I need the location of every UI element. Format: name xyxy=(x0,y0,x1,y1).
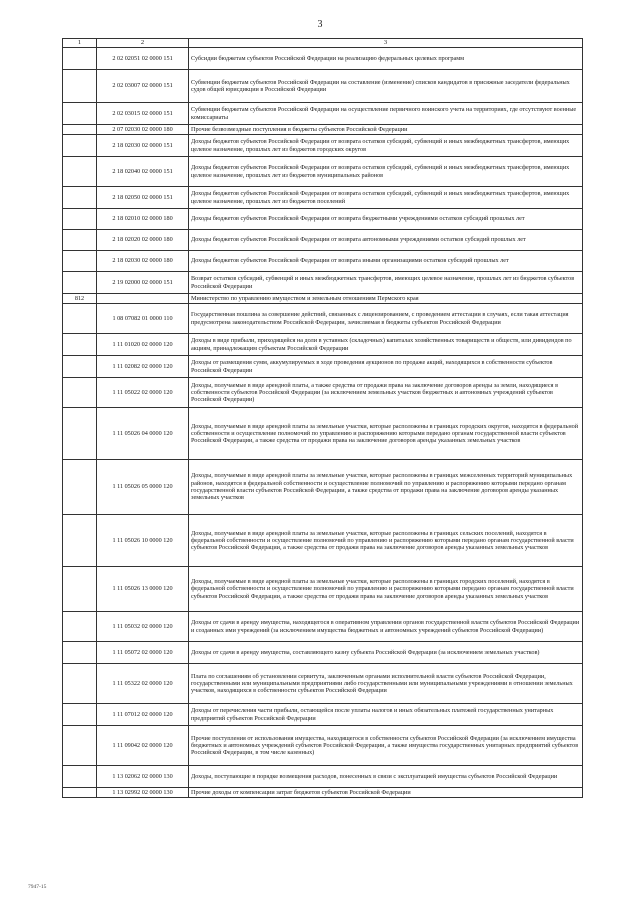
description-cell: Доходы, получаемые в виде арендной платы за земельные участки, которые расположены в границах городских округов, находятся в федеральной собственности и осуществление полномочий по управлению и распоряжению которыми передано органам государственной власти субъектов Российской Федерации, а также средства от продажи права на заключение договоров аренды указанных земельных участков xyxy=(189,408,583,460)
header-col-1: 1 xyxy=(63,39,97,48)
description-cell: Доходы в виде прибыли, приходящейся на доли в уставных (складочных) капиталах хозяйственных товариществ и обществ, или дивидендов по акциям, принадлежащим субъектам Российской Федерации xyxy=(189,334,583,356)
admin-code-cell xyxy=(63,157,97,187)
budget-code-cell: 1 11 05032 02 0000 120 xyxy=(97,612,189,642)
admin-code-cell xyxy=(63,664,97,704)
budget-code-cell: 1 11 05322 02 0000 120 xyxy=(97,664,189,704)
description-cell: Субвенции бюджетам субъектов Российской Федерации на составление (изменение) списков кандидатов в присяжные заседатели федеральных судов общей юрисдикции в Российской Федерации xyxy=(189,70,583,103)
description-cell: Прочие безвозмездные поступления в бюджеты субъектов Российской Федерации xyxy=(189,125,583,135)
table-row xyxy=(63,304,583,334)
admin-code-cell xyxy=(63,272,97,294)
admin-code-cell xyxy=(63,135,97,157)
description-cell: Плата по соглашениям об установлении сервитута, заключенным органами исполнительной власти субъектов Российской Федерации, государственными или муниципальными предприятиями либо государственными или муниципальными учреждениями в отношении земельных участков, находящихся в собственности субъектов Российской Федерации xyxy=(189,664,583,704)
budget-code-cell: 1 11 05026 04 0000 120 xyxy=(97,408,189,460)
table-row xyxy=(63,515,583,567)
header-col-3: 3 xyxy=(189,39,583,48)
table-body xyxy=(63,39,583,798)
admin-code-cell xyxy=(63,726,97,766)
description-cell: Субвенции бюджетам субъектов Российской Федерации на осуществление первичного воинского учета на территориях, где отсутствуют военные комиссариаты xyxy=(189,103,583,125)
description-cell: Доходы, получаемые в виде арендной платы за земельные участки, которые расположены в границах городских поселений, находятся в федеральной собственности и осуществление полномочий по управлению и распоряжению которыми передано органам государственной власти субъектов Российской Федерации, а также средства от продажи права на заключение договоров аренды указанных земельных участков xyxy=(189,567,583,612)
table-row xyxy=(63,460,583,515)
budget-code-cell: 1 11 01020 02 0000 120 xyxy=(97,334,189,356)
table-row xyxy=(63,272,583,294)
description-cell: Доходы от перечисления части прибыли, остающейся после уплаты налогов и иных обязательных платежей государственных унитарных предприятий субъектов Российской Федерации xyxy=(189,704,583,726)
admin-code-cell xyxy=(63,460,97,515)
admin-code-cell xyxy=(63,642,97,664)
description-cell: Доходы бюджетов субъектов Российской Федерации от возврата остатков субсидий, субвенций и иных межбюджетных трансфертов, имеющих целевое назначение, прошлых лет из бюджетов городских округов xyxy=(189,135,583,157)
table-row xyxy=(63,334,583,356)
table-row xyxy=(63,408,583,460)
budget-code-cell: 1 11 05022 02 0000 120 xyxy=(97,378,189,408)
admin-code-cell xyxy=(63,209,97,230)
budget-code-cell: 2 18 02040 02 0000 151 xyxy=(97,157,189,187)
admin-code-cell xyxy=(63,125,97,135)
budget-code-cell: 2 07 02030 02 0000 180 xyxy=(97,125,189,135)
budget-code-cell: 1 08 07082 01 0000 110 xyxy=(97,304,189,334)
budget-code-cell: 1 11 07012 02 0000 120 xyxy=(97,704,189,726)
description-cell: Доходы, получаемые в виде арендной платы за земельные участки, которые расположены в границах сельских поселений, находятся в федеральной собственности и осуществление полномочий по управлению и распоряжению которыми передано органам государственной власти субъектов Российской Федерации, а также средства от продажи права на заключение договоров аренды указанных земельных участков xyxy=(189,515,583,567)
description-cell: Доходы бюджетов субъектов Российской Федерации от возврата остатков субсидий, субвенций и иных межбюджетных трансфертов, имеющих целевое назначение, прошлых лет из бюджетов муниципальных районов xyxy=(189,157,583,187)
budget-code-cell xyxy=(97,294,189,304)
table-row xyxy=(63,726,583,766)
budget-code-cell: 2 02 03015 02 0000 151 xyxy=(97,103,189,125)
table-row xyxy=(63,664,583,704)
admin-code-cell xyxy=(63,515,97,567)
budget-code-cell: 1 11 09042 02 0000 120 xyxy=(97,726,189,766)
admin-code-cell xyxy=(63,356,97,378)
admin-code-cell: 812 xyxy=(63,294,97,304)
description-cell: Доходы, поступающие в порядке возмещения расходов, понесенных в связи с эксплуатацией имущества субъектов Российской Федерации xyxy=(189,766,583,788)
table-row xyxy=(63,70,583,103)
admin-code-cell xyxy=(63,408,97,460)
admin-code-cell xyxy=(63,251,97,272)
description-cell: Доходы от размещения сумм, аккумулируемых в ходе проведения аукционов по продаже акций, находящихся в собственности субъектов Российской Федерации xyxy=(189,356,583,378)
table-row xyxy=(63,704,583,726)
admin-code-cell xyxy=(63,48,97,70)
admin-code-cell xyxy=(63,766,97,788)
revenue-classification-table xyxy=(62,38,583,798)
admin-code-cell xyxy=(63,334,97,356)
admin-code-cell xyxy=(63,378,97,408)
budget-code-cell: 2 18 02030 02 0000 180 xyxy=(97,251,189,272)
table-row xyxy=(63,187,583,209)
table-row xyxy=(63,766,583,788)
admin-code-cell xyxy=(63,304,97,334)
table-row xyxy=(63,642,583,664)
description-cell: Доходы бюджетов субъектов Российской Федерации от возврата бюджетными учреждениями остатков субсидий прошлых лет xyxy=(189,209,583,230)
description-cell: Прочие доходы от компенсации затрат бюджетов субъектов Российской Федерации xyxy=(189,788,583,798)
table-row xyxy=(63,157,583,187)
budget-code-cell: 2 19 02000 02 0000 151 xyxy=(97,272,189,294)
admin-code-cell xyxy=(63,70,97,103)
admin-code-cell xyxy=(63,704,97,726)
budget-code-cell: 2 02 02051 02 0000 151 xyxy=(97,48,189,70)
admin-code-cell xyxy=(63,567,97,612)
description-cell: Доходы бюджетов субъектов Российской Федерации от возврата автономными учреждениями остатков субсидий прошлых лет xyxy=(189,230,583,251)
table-row xyxy=(63,612,583,642)
budget-code-cell: 2 18 02030 02 0000 151 xyxy=(97,135,189,157)
description-cell: Доходы бюджетов субъектов Российской Федерации от возврата иными организациями остатков субсидий прошлых лет xyxy=(189,251,583,272)
description-cell: Доходы, получаемые в виде арендной платы за земельные участки, которые расположены в границах межселенных территорий муниципальных районов, находятся в федеральной собственности и осуществление полномочий по управлению и распоряжению которыми передано органам государственной власти субъектов Российской Федерации, а также средства от продажи права на заключение договоров аренды указанных земельных участков xyxy=(189,460,583,515)
table-row xyxy=(63,103,583,125)
description-cell: Доходы от сдачи в аренду имущества, составляющего казну субъекта Российской Федерации (за исключением земельных участков) xyxy=(189,642,583,664)
page-number: 3 xyxy=(317,19,323,30)
table-row xyxy=(63,251,583,272)
admin-code-cell xyxy=(63,103,97,125)
header-row xyxy=(63,39,583,48)
budget-code-cell: 1 11 05026 05 0000 120 xyxy=(97,460,189,515)
table-row xyxy=(63,230,583,251)
budget-code-cell: 2 18 02020 02 0000 180 xyxy=(97,230,189,251)
budget-code-cell: 1 13 02062 02 0000 130 xyxy=(97,766,189,788)
admin-code-cell xyxy=(63,230,97,251)
budget-code-cell: 1 11 05026 13 0000 120 xyxy=(97,567,189,612)
table-row xyxy=(63,125,583,135)
description-cell: Государственная пошлина за совершение действий, связанных с лицензированием, с проведением аттестации в случаях, если такая аттестация предусмотрена законодательством Российской Федерации, зачисляемая в бюджеты субъектов Российской Федерации xyxy=(189,304,583,334)
table-row xyxy=(63,356,583,378)
description-cell: Прочие поступления от использования имущества, находящегося в собственности субъектов Российской Федерации (за исключением имущества бюджетных и автономных учреждений субъектов Российской Федерации, а также имущества государственных унитарных предприятий субъектов Российской Федерации, в том числе казенных) xyxy=(189,726,583,766)
description-cell: Доходы, получаемые в виде арендной платы, а также средства от продажи права на заключение договоров аренды за земли, находящиеся в собственности субъектов Российской Федерации (за исключением земельных участков бюджетных и автономных учреждений субъектов Российской Федерации) xyxy=(189,378,583,408)
table-row xyxy=(63,567,583,612)
budget-code-cell: 1 11 05026 10 0000 120 xyxy=(97,515,189,567)
budget-code-cell: 1 13 02992 02 0000 130 xyxy=(97,788,189,798)
description-cell: Министерство по управлению имуществом и земельным отношениям Пермского края xyxy=(189,294,583,304)
budget-code-cell: 1 11 05072 02 0000 120 xyxy=(97,642,189,664)
description-cell: Доходы от сдачи в аренду имущества, находящегося в оперативном управлении органов государственной власти субъектов Российской Федерации и созданных ими учреждений (за исключением имущества бюджетных и автономных учреждений субъектов Российской Федерации) xyxy=(189,612,583,642)
description-cell: Возврат остатков субсидий, субвенций и иных межбюджетных трансфертов, имеющих целевое назначение, прошлых лет из бюджетов субъектов Российской Федерации xyxy=(189,272,583,294)
header-col-2: 2 xyxy=(97,39,189,48)
budget-code-cell: 2 18 02050 02 0000 151 xyxy=(97,187,189,209)
budget-code-cell: 1 11 02082 02 0000 120 xyxy=(97,356,189,378)
description-cell: Доходы бюджетов субъектов Российской Федерации от возврата остатков субсидий, субвенций и иных межбюджетных трансфертов, имеющих целевое назначение, прошлых лет из бюджетов поселений xyxy=(189,187,583,209)
budget-code-cell: 2 18 02010 02 0000 180 xyxy=(97,209,189,230)
admin-code-cell xyxy=(63,788,97,798)
table-row xyxy=(63,135,583,157)
table-row xyxy=(63,294,583,304)
admin-code-cell xyxy=(63,187,97,209)
table-row xyxy=(63,48,583,70)
budget-code-cell: 2 02 03007 02 0000 151 xyxy=(97,70,189,103)
table-row xyxy=(63,378,583,408)
admin-code-cell xyxy=(63,612,97,642)
table-row xyxy=(63,209,583,230)
document-footer-code: 7947-15 xyxy=(28,884,47,890)
description-cell: Субсидии бюджетам субъектов Российской Федерации на реализацию федеральных целевых программ xyxy=(189,48,583,70)
table-row xyxy=(63,788,583,798)
